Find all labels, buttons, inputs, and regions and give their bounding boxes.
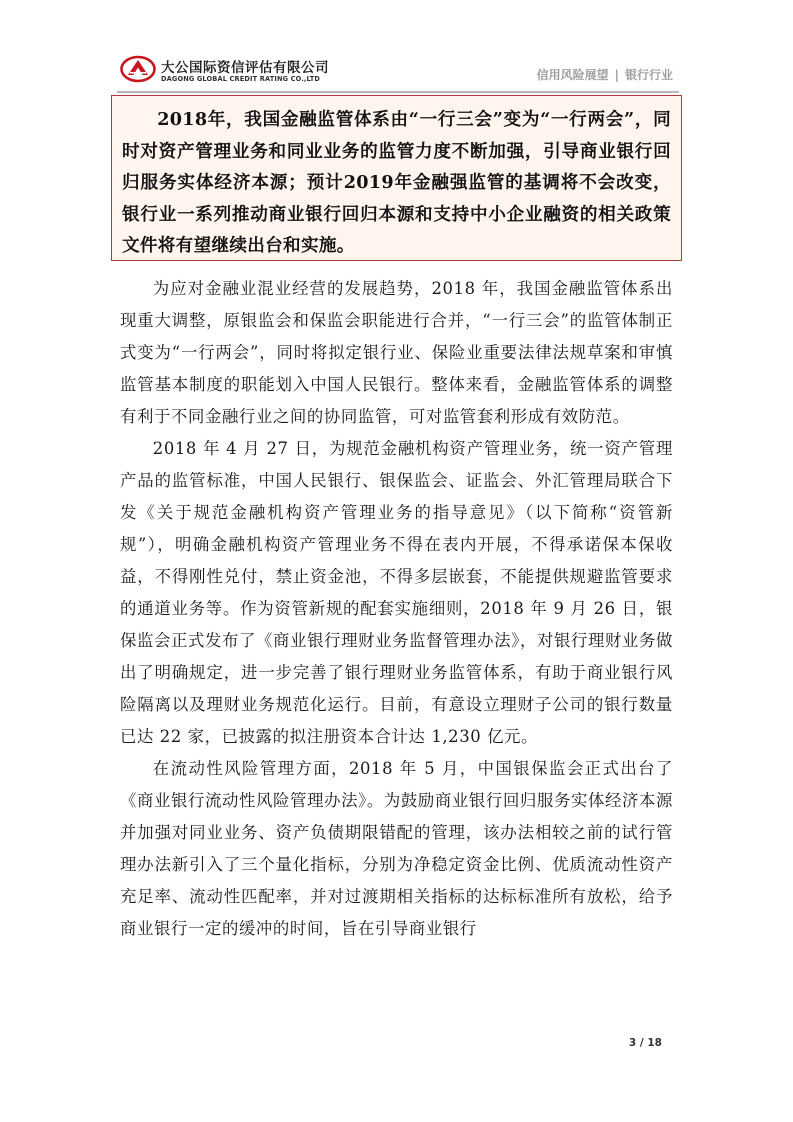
body-text xyxy=(120,273,673,945)
industry-label: 银行行业 xyxy=(624,68,673,82)
report-category xyxy=(537,66,673,83)
page-number: 3 / 18 xyxy=(628,1037,662,1049)
brand-name-cn: 大公国际资信评估有限公司 xyxy=(161,60,329,76)
summary-text: 2018年，我国金融监管体系由“一行三会”变为“一行两会”，同时对资产管理业务和同业业务的监管力度不断加强，引导商业银行回归服务实体经济本源；预计2019年金融强监管的基调将不会改变，银行业一系列推动商业银行回归本源和支持中小企业融资的相关政策文件将有望继续出台和实施。 xyxy=(122,109,671,256)
page-header xyxy=(117,54,679,94)
brand-name-en: DAGONG GLOBAL CREDIT RATING CO.,LTD xyxy=(161,75,321,83)
header-separator: | xyxy=(614,68,619,82)
paragraph-asset-management: 2018 年 4 月 27 日，为规范金融机构资产管理业务，统一资产管理产品的监管标准，中国人民银行、银保监会、证监会、外汇管理局联合下发《关于规范金融机构资产管理业务的指导意见》（以下简称“资管新规”），明确金融机构资产管理业务不得在表内开展，不得承诺保本保收益，不得刚性兑付，禁止资金池，不得多层嵌套，不能提供规避监管要求的通道业务等。作为资管新规的配套实施细则，2018 年 9 月 26 日，银保监会正式发布了《商业银行理财业务监督管理办法》，对银行理财业务做出了明确规定，进一步完善了银行理财业务监管体系，有助于商业银行风险隔离以及理财业务规范化运行。目前，有意设立理财子公司的银行数量已达 22 家，已披露的拟注册资本合计达 1,230 亿元。 xyxy=(120,439,673,746)
dagong-logo-icon xyxy=(120,55,156,83)
summary-box xyxy=(111,95,682,261)
paragraph-liquidity-risk: 在流动性风险管理方面，2018 年 5 月，中国银保监会正式出台了《商业银行流动性风险管理办法》。为鼓励商业银行回归服务实体经济本源并加强对同业业务、资产负债期限错配的管理，该办法相较之前的试行管理办法新引入了三个量化指标，分别为净稳定资金比例、优质流动性资产充足率、流动性匹配率，并对过渡期相关指标的达标标准所有放松，给予商业银行一定的缓冲的时间，旨在引导商业银行 xyxy=(120,759,673,938)
paragraph-regulatory-system: 为应对金融业混业经营的发展趋势，2018 年，我国金融监管体系出现重大调整，原银监会和保监会职能进行合并，“一行三会”的监管体制正式变为“一行两会”，同时将拟定银行业、保险业重要法律法规草案和审慎监管基本制度的职能划入中国人民银行。整体来看，金融监管体系的调整有利于不同金融行业之间的协同监管，可对监管套利形成有效防范。 xyxy=(120,279,673,426)
header-divider xyxy=(117,91,679,93)
report-type: 信用风险展望 xyxy=(536,68,609,82)
